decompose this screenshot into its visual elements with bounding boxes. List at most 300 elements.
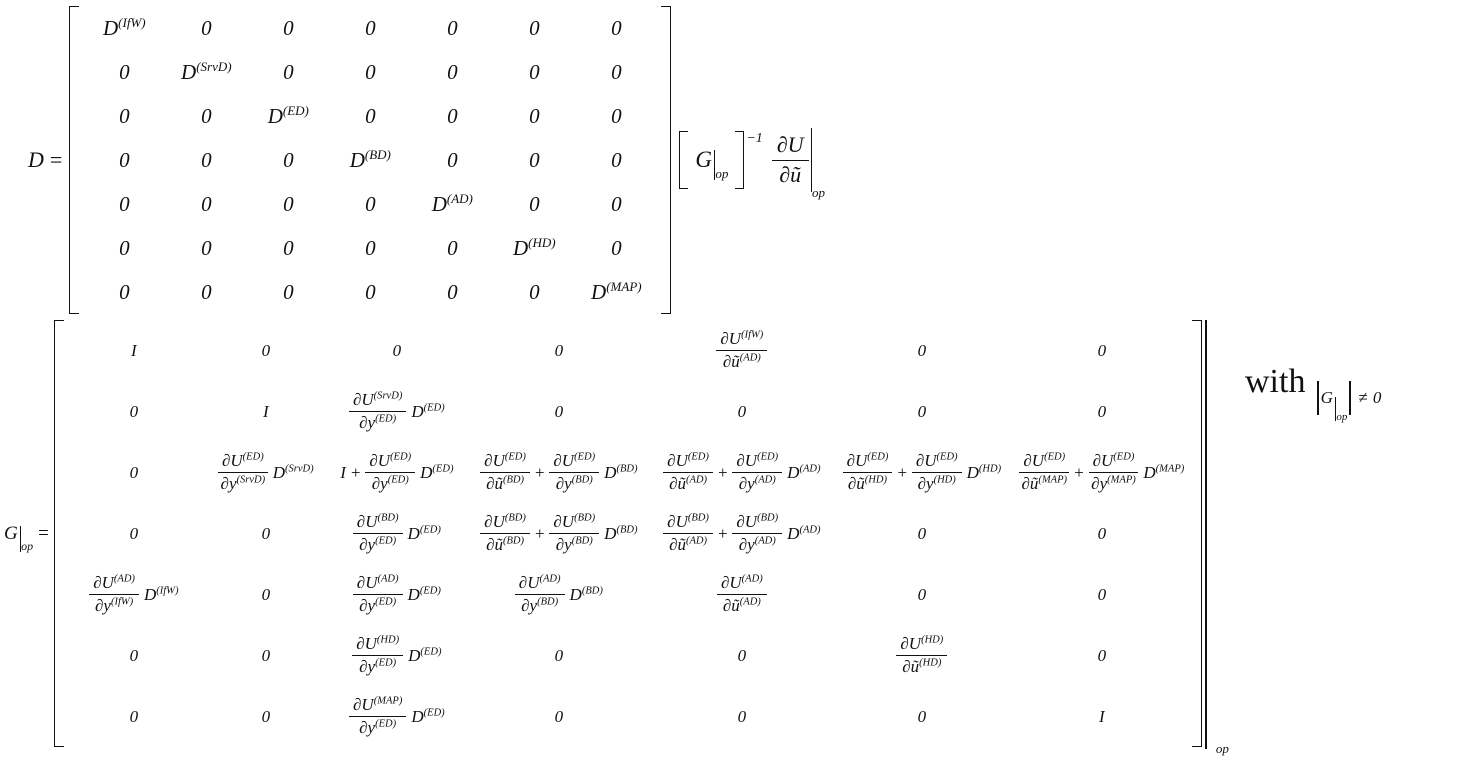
fraction-denominator: $\partial y^{(ED)}$ bbox=[359, 718, 397, 737]
d-matrix-cell-r5c2 bbox=[201, 192, 212, 217]
math-symbol: 0 bbox=[201, 235, 212, 260]
math-superscript: (AD) bbox=[539, 573, 561, 585]
math-symbol: 0 bbox=[365, 191, 376, 216]
math-superscript: (IfW) bbox=[741, 329, 764, 341]
d-matrix-cell-r1c3 bbox=[283, 16, 294, 41]
g-symbol: G bbox=[695, 147, 712, 172]
math-superscript: (HD) bbox=[528, 234, 556, 250]
math-superscript: (BD) bbox=[571, 474, 593, 486]
d-matrix-cell-r2c4 bbox=[365, 60, 376, 85]
d-matrix-cell-r5c4 bbox=[365, 192, 376, 217]
g-matrix-cell-r5c5 bbox=[717, 573, 767, 616]
math-operator: + bbox=[896, 462, 908, 482]
d-matrix-cell-r7c3 bbox=[283, 280, 294, 305]
d-matrix-cell-r4c2 bbox=[201, 148, 212, 173]
g-matrix-cell-r5c4 bbox=[515, 573, 603, 616]
math-symbol: 0 bbox=[529, 103, 540, 128]
math-superscript: (BD) bbox=[502, 474, 525, 486]
fraction-denominator: $\partial y^{(SrvD)}$ bbox=[220, 474, 266, 493]
fraction-denominator: $\partial ũ^{(AD)}$ bbox=[722, 596, 761, 615]
g-matrix-cell-r1c1 bbox=[131, 341, 137, 361]
g-symbol: G bbox=[4, 522, 18, 544]
math-fraction bbox=[365, 451, 415, 494]
g-matrix-cell-r3c7 bbox=[1019, 451, 1184, 494]
g-matrix-cell-r4c2 bbox=[262, 524, 271, 544]
math-superscript: (BD) bbox=[377, 512, 399, 524]
fraction-numerator: $\partial U^{(ED)}$ bbox=[218, 451, 268, 473]
fraction-numerator: $\partial U^{(ED)}$ bbox=[732, 451, 782, 473]
math-symbol: 0 bbox=[201, 15, 212, 40]
g-matrix-cell-r7c4 bbox=[555, 707, 564, 727]
math-superscript: (ED) bbox=[687, 451, 709, 463]
math-d-term: $D^{(AD)}$ bbox=[431, 190, 473, 216]
math-fraction bbox=[515, 573, 565, 616]
math-d-term: $D^{(AD)}$ bbox=[787, 462, 821, 482]
math-fraction bbox=[480, 451, 530, 494]
d-matrix-cell-r7c2 bbox=[201, 280, 212, 305]
g-matrix-cell-r7c7 bbox=[1099, 707, 1105, 727]
math-superscript: (AD) bbox=[685, 535, 708, 547]
math-symbol: I bbox=[131, 340, 137, 360]
math-superscript: (ED) bbox=[423, 706, 445, 718]
d-matrix-cell-r4c1 bbox=[119, 148, 130, 173]
math-superscript: (ED) bbox=[387, 474, 409, 486]
math-symbol: 0 bbox=[365, 235, 376, 260]
fraction-numerator: $\partial U^{(ED)}$ bbox=[549, 451, 599, 473]
d-matrix-cell-r4c4 bbox=[350, 148, 391, 173]
math-symbol: 0 bbox=[554, 401, 564, 421]
g-matrix-cell-r7c6 bbox=[918, 707, 927, 727]
g-matrix-cell-r1c5 bbox=[716, 329, 767, 372]
math-symbol: 0 bbox=[737, 706, 747, 726]
math-superscript: (ED) bbox=[867, 451, 889, 463]
math-symbol: 0 bbox=[129, 401, 139, 421]
square-bracket-right bbox=[735, 131, 744, 189]
eval-bar-op bbox=[811, 128, 825, 200]
fraction-numerator: $\partial U^{(BD)}$ bbox=[732, 512, 782, 534]
math-symbol: 0 bbox=[261, 523, 271, 543]
d-matrix-cell-r3c5 bbox=[447, 104, 458, 129]
equation-g bbox=[4, 320, 1229, 756]
math-d-term: $D^{(IfW)}$ bbox=[102, 14, 146, 40]
g-matrix-cell-r4c3 bbox=[353, 512, 441, 555]
d-matrix-cell-r5c7 bbox=[611, 192, 622, 217]
math-symbol: 0 bbox=[447, 103, 458, 128]
math-fraction bbox=[1089, 451, 1139, 494]
math-superscript: (MAP) bbox=[1107, 474, 1136, 486]
fraction-denominator: $\partial y^{(AD)}$ bbox=[738, 535, 776, 554]
fraction-numerator: $\partial U^{(ED)}$ bbox=[480, 451, 530, 473]
fraction-denominator: $\partial y^{(BD)}$ bbox=[555, 474, 593, 493]
math-superscript: (BD) bbox=[616, 523, 638, 535]
math-superscript: (AD) bbox=[799, 523, 821, 535]
fraction-numerator: $\partial U^{(ED)}$ bbox=[1019, 451, 1069, 473]
math-superscript: (AD) bbox=[377, 573, 399, 585]
g-matrix-cell-r4c7 bbox=[1098, 524, 1107, 544]
equation-d bbox=[28, 6, 825, 314]
op-subscript: op bbox=[1336, 411, 1348, 423]
fraction-denominator: $\partial ũ^{(MAP)}$ bbox=[1021, 474, 1068, 493]
op-subscript: op bbox=[811, 185, 825, 200]
math-fraction bbox=[480, 512, 530, 555]
partial-fraction bbox=[772, 132, 809, 189]
d-matrix-cell-r5c3 bbox=[283, 192, 294, 217]
math-symbol: 0 bbox=[611, 147, 622, 172]
math-symbol: 0 bbox=[554, 706, 564, 726]
g-matrix-cell-r5c7 bbox=[1098, 585, 1107, 605]
d-matrix-cell-r2c3 bbox=[283, 60, 294, 85]
d-matrix-cell-r2c7 bbox=[611, 60, 622, 85]
math-symbol: 0 bbox=[529, 15, 540, 40]
g-lhs bbox=[4, 521, 49, 553]
math-d-term: $D^{(AD)}$ bbox=[787, 523, 821, 543]
op-subscript: op bbox=[715, 165, 729, 181]
math-superscript: (ED) bbox=[419, 584, 441, 596]
with-word: with bbox=[1245, 363, 1306, 400]
math-symbol: 0 bbox=[283, 147, 294, 172]
fraction-denominator: $\partial y^{(ED)}$ bbox=[359, 413, 397, 432]
d-matrix-cell-r1c6 bbox=[529, 16, 540, 41]
fraction-denominator: $\partial y^{(ED)}$ bbox=[359, 535, 397, 554]
g-matrix-cell-r5c1 bbox=[89, 573, 178, 616]
g-matrix-cell-r6c3 bbox=[352, 634, 441, 677]
d-lhs bbox=[28, 147, 62, 173]
g-matrix-cell-r6c7 bbox=[1098, 646, 1107, 666]
math-symbol: 0 bbox=[917, 523, 927, 543]
math-symbol: 0 bbox=[119, 147, 130, 172]
math-symbol: 0 bbox=[529, 59, 540, 84]
d-matrix-cell-r6c2 bbox=[201, 236, 212, 261]
fraction-numerator: ∂U bbox=[772, 132, 809, 161]
math-symbol: 0 bbox=[529, 147, 540, 172]
d-matrix-cell-r7c1 bbox=[119, 280, 130, 305]
math-symbol: 0 bbox=[611, 235, 622, 260]
fraction-denominator: $\partial y^{(ED)}$ bbox=[359, 596, 397, 615]
d-matrix-cell-r3c4 bbox=[365, 104, 376, 129]
fraction-numerator: $\partial U^{(ED)}$ bbox=[1089, 451, 1139, 473]
g-matrix-cell-r2c6 bbox=[918, 402, 927, 422]
math-superscript: (ED) bbox=[757, 451, 779, 463]
fraction-denominator: ∂ũ bbox=[779, 162, 802, 187]
math-superscript: (BD) bbox=[504, 512, 526, 524]
math-symbol: 0 bbox=[917, 401, 927, 421]
math-symbol: 0 bbox=[447, 59, 458, 84]
math-symbol: 0 bbox=[917, 706, 927, 726]
math-symbol: 0 bbox=[917, 340, 927, 360]
math-d-term: $D^{(ED)}$ bbox=[407, 523, 441, 543]
math-fraction bbox=[353, 512, 403, 555]
math-superscript: (BD) bbox=[616, 462, 638, 474]
math-symbol: 0 bbox=[283, 15, 294, 40]
math-symbol: I bbox=[340, 462, 346, 482]
math-symbol: 0 bbox=[129, 645, 139, 665]
math-symbol: 0 bbox=[447, 279, 458, 304]
fraction-numerator: $\partial U^{(BD)}$ bbox=[663, 512, 713, 534]
determinant-expression bbox=[1317, 381, 1382, 423]
matrix-right-bracket bbox=[661, 6, 671, 314]
fraction-denominator: $\partial ũ^{(AD)}$ bbox=[669, 474, 708, 493]
g-matrix-cell-r7c2 bbox=[262, 707, 271, 727]
d-matrix-cell-r1c2 bbox=[201, 16, 212, 41]
math-symbol: 0 bbox=[554, 340, 564, 360]
d-symbol: D bbox=[28, 147, 44, 172]
g-matrix-cell-r2c2 bbox=[263, 402, 269, 422]
math-superscript: (AD) bbox=[685, 474, 708, 486]
math-superscript: (AD) bbox=[741, 573, 763, 585]
math-symbol: 0 bbox=[119, 59, 130, 84]
fraction-denominator: $\partial ũ^{(AD)}$ bbox=[669, 535, 708, 554]
math-fraction bbox=[89, 573, 139, 616]
math-symbol: 0 bbox=[611, 59, 622, 84]
math-symbol: I bbox=[263, 401, 269, 421]
math-symbol: 0 bbox=[737, 401, 747, 421]
math-symbol: 0 bbox=[283, 191, 294, 216]
math-d-term: $D^{(BD)}$ bbox=[569, 584, 603, 604]
math-superscript: (IfW) bbox=[110, 596, 134, 608]
d-matrix-cell-r1c1 bbox=[103, 16, 146, 41]
math-fraction bbox=[717, 573, 767, 616]
math-superscript: (BD) bbox=[502, 535, 525, 547]
math-superscript: (SrvD) bbox=[236, 474, 266, 486]
math-symbol: 0 bbox=[737, 645, 747, 665]
math-symbol: 0 bbox=[261, 584, 271, 604]
d-matrix-cell-r5c6 bbox=[529, 192, 540, 217]
g-matrix-grid bbox=[64, 320, 1192, 747]
g-matrix-cell-r1c2 bbox=[262, 341, 271, 361]
math-fraction bbox=[549, 451, 599, 494]
fraction-numerator: $\partial U^{(MAP)}$ bbox=[349, 695, 406, 717]
math-superscript: (AD) bbox=[754, 474, 776, 486]
math-symbol: 0 bbox=[129, 523, 139, 543]
math-fraction bbox=[663, 512, 713, 555]
d-matrix-cell-r7c5 bbox=[447, 280, 458, 305]
math-superscript: (ED) bbox=[1044, 451, 1066, 463]
d-matrix-cell-r4c5 bbox=[447, 148, 458, 173]
math-superscript: (ED) bbox=[574, 451, 596, 463]
math-operator: + bbox=[533, 462, 546, 482]
math-d-term: $D^{(MAP)}$ bbox=[1143, 462, 1185, 482]
math-superscript: (ED) bbox=[504, 451, 526, 463]
g-matrix-cell-r3c5 bbox=[663, 451, 820, 494]
fraction-denominator: $\partial ũ^{(HD)}$ bbox=[902, 657, 942, 676]
d-matrix-cell-r4c3 bbox=[283, 148, 294, 173]
fraction-numerator: $\partial U^{(ED)}$ bbox=[843, 451, 893, 473]
g-matrix-cell-r1c4 bbox=[555, 341, 564, 361]
math-superscript: (IfW) bbox=[118, 14, 146, 30]
math-fraction bbox=[218, 451, 268, 494]
g-matrix-cell-r6c6 bbox=[896, 634, 947, 677]
math-superscript: (SrvD) bbox=[373, 390, 403, 402]
math-fraction bbox=[663, 451, 713, 494]
fraction-numerator: $\partial U^{(AD)}$ bbox=[89, 573, 139, 595]
math-d-term: $D^{(ED)}$ bbox=[408, 645, 442, 665]
zero-symbol: 0 bbox=[1372, 388, 1382, 407]
fraction-numerator: $\partial U^{(SrvD)}$ bbox=[349, 390, 406, 412]
math-symbol: 0 bbox=[1097, 584, 1107, 604]
fraction-numerator: $\partial U^{(AD)}$ bbox=[515, 573, 565, 595]
math-fraction bbox=[716, 329, 767, 372]
math-superscript: (HD) bbox=[933, 474, 956, 486]
math-superscript: (ED) bbox=[390, 451, 412, 463]
math-d-term: $D^{(ED)}$ bbox=[420, 462, 454, 482]
math-symbol: 0 bbox=[201, 191, 212, 216]
g-matrix-cell-r5c3 bbox=[353, 573, 441, 616]
math-symbol: 0 bbox=[447, 15, 458, 40]
math-superscript: (BD) bbox=[364, 146, 391, 162]
math-d-term: $D^{(BD)}$ bbox=[349, 146, 391, 172]
d-matrix-cell-r6c1 bbox=[119, 236, 130, 261]
d-matrix-cell-r6c6 bbox=[513, 236, 556, 261]
math-symbol: 0 bbox=[917, 584, 927, 604]
math-superscript: (AD) bbox=[739, 352, 761, 364]
math-symbol: 0 bbox=[201, 103, 212, 128]
d-matrix-cell-r1c4 bbox=[365, 16, 376, 41]
fraction-numerator: $\partial U^{(HD)}$ bbox=[352, 634, 403, 656]
g-matrix-cell-r5c6 bbox=[918, 585, 927, 605]
math-fraction bbox=[352, 634, 403, 677]
math-symbol: 0 bbox=[611, 191, 622, 216]
math-superscript: (HD) bbox=[921, 634, 944, 646]
math-symbol: 0 bbox=[119, 103, 130, 128]
d-matrix-cell-r2c1 bbox=[119, 60, 130, 85]
abs-bar-left bbox=[1317, 381, 1318, 415]
determinant-condition bbox=[1245, 363, 1382, 423]
math-fraction bbox=[896, 634, 947, 677]
math-superscript: (ED) bbox=[375, 657, 397, 669]
math-symbol: 0 bbox=[529, 191, 540, 216]
math-superscript: (ED) bbox=[375, 535, 397, 547]
math-superscript: (ED) bbox=[432, 462, 454, 474]
d-matrix-cell-r3c6 bbox=[529, 104, 540, 129]
math-superscript: (HD) bbox=[376, 634, 400, 646]
math-superscript: (AD) bbox=[754, 535, 776, 547]
math-d-term: $D^{(ED)}$ bbox=[411, 706, 445, 726]
g-matrix-cell-r6c4 bbox=[555, 646, 564, 666]
math-superscript: (BD) bbox=[537, 596, 559, 608]
g-matrix-cell-r6c1 bbox=[130, 646, 139, 666]
op-subscript: op bbox=[1215, 741, 1229, 756]
math-d-term: $D^{(MAP)}$ bbox=[591, 278, 642, 304]
abs-bar-right bbox=[1349, 381, 1350, 415]
math-symbol: 0 bbox=[447, 147, 458, 172]
eval-bar bbox=[1205, 320, 1206, 749]
g-matrix-cell-r2c7 bbox=[1098, 402, 1107, 422]
g-matrix-cell-r3c3 bbox=[340, 451, 453, 494]
d-matrix-cell-r5c1 bbox=[119, 192, 130, 217]
math-fraction bbox=[732, 451, 782, 494]
math-operator: + bbox=[716, 462, 729, 482]
math-symbol: 0 bbox=[365, 279, 376, 304]
math-superscript: (ED) bbox=[420, 645, 442, 657]
fraction-numerator: $\partial U^{(ED)}$ bbox=[912, 451, 962, 473]
math-symbol: 0 bbox=[365, 15, 376, 40]
square-bracket-left bbox=[679, 131, 688, 189]
math-symbol: 0 bbox=[201, 279, 212, 304]
eval-bar-op bbox=[1335, 391, 1347, 421]
fraction-denominator: $\partial y^{(BD)}$ bbox=[555, 535, 593, 554]
fraction-denominator: $\partial y^{(AD)}$ bbox=[738, 474, 776, 493]
math-superscript: (BD) bbox=[581, 584, 603, 596]
math-superscript: (AD) bbox=[799, 462, 821, 474]
math-symbol: 0 bbox=[119, 235, 130, 260]
math-symbol: 0 bbox=[611, 15, 622, 40]
math-d-term: $D^{(IfW)}$ bbox=[143, 584, 179, 604]
math-d-term: $D^{(SrvD)}$ bbox=[181, 58, 232, 84]
d-matrix-cell-r4c6 bbox=[529, 148, 540, 173]
math-symbol: 0 bbox=[283, 59, 294, 84]
math-superscript: (MAP) bbox=[606, 278, 642, 294]
math-superscript: (SrvD) bbox=[196, 58, 232, 74]
g-matrix-cell-r6c5 bbox=[738, 646, 747, 666]
math-superscript: (AD) bbox=[113, 573, 135, 585]
g-matrix-cell-r3c4 bbox=[480, 451, 637, 494]
math-d-term: $D^{(BD)}$ bbox=[604, 462, 638, 482]
d-matrix-cell-r7c4 bbox=[365, 280, 376, 305]
d-matrix-grid bbox=[79, 6, 661, 314]
fraction-denominator: $\partial y^{(HD)}$ bbox=[917, 474, 956, 493]
math-superscript: (ED) bbox=[936, 451, 958, 463]
d-matrix-cell-r1c7 bbox=[611, 16, 622, 41]
matrix-right-bracket bbox=[1192, 320, 1202, 747]
g-matrix-cell-r7c5 bbox=[738, 707, 747, 727]
math-symbol: 0 bbox=[1097, 645, 1107, 665]
math-d-term: $D^{(SrvD)}$ bbox=[272, 462, 314, 482]
math-symbol: 0 bbox=[119, 191, 130, 216]
math-symbol: 0 bbox=[201, 147, 212, 172]
math-superscript: (ED) bbox=[375, 596, 397, 608]
math-superscript: (BD) bbox=[574, 512, 596, 524]
math-superscript: (ED) bbox=[375, 718, 397, 730]
math-symbol: 0 bbox=[261, 645, 271, 665]
d-matrix-cell-r3c1 bbox=[119, 104, 130, 129]
g-matrix-cell-r3c2 bbox=[218, 451, 314, 494]
math-fraction bbox=[1019, 451, 1069, 494]
g-matrix-cell-r6c2 bbox=[262, 646, 271, 666]
math-symbol: 0 bbox=[447, 235, 458, 260]
g-matrix-cell-r4c4 bbox=[480, 512, 637, 555]
g-matrix-cell-r7c3 bbox=[349, 695, 445, 738]
fraction-numerator: $\partial U^{(BD)}$ bbox=[353, 512, 403, 534]
math-superscript: (ED) bbox=[423, 401, 445, 413]
g-symbol: G bbox=[1320, 388, 1333, 407]
g-matrix-cell-r3c6 bbox=[843, 451, 1002, 494]
not-equal-sign: ≠ bbox=[1358, 388, 1368, 407]
math-superscript: (ED) bbox=[1113, 451, 1135, 463]
math-symbol: 0 bbox=[554, 645, 564, 665]
g-matrix-cell-r2c5 bbox=[738, 402, 747, 422]
math-symbol: 0 bbox=[365, 103, 376, 128]
fraction-numerator: $\partial U^{(IfW)}$ bbox=[716, 329, 767, 351]
g-matrix-cell-r7c1 bbox=[130, 707, 139, 727]
math-superscript: (SrvD) bbox=[285, 462, 314, 474]
math-symbol: 0 bbox=[392, 340, 402, 360]
fraction-numerator: $\partial U^{(BD)}$ bbox=[549, 512, 599, 534]
d-matrix-cell-r2c6 bbox=[529, 60, 540, 85]
math-symbol: 0 bbox=[119, 279, 130, 304]
math-superscript: (AD) bbox=[446, 190, 473, 206]
math-superscript: (MAP) bbox=[1038, 474, 1068, 486]
d-matrix bbox=[69, 6, 671, 314]
math-fraction bbox=[843, 451, 893, 494]
math-symbol: 0 bbox=[611, 103, 622, 128]
d-matrix-cell-r3c7 bbox=[611, 104, 622, 129]
math-symbol: 0 bbox=[529, 279, 540, 304]
d-matrix-cell-r7c6 bbox=[529, 280, 540, 305]
math-symbol: 0 bbox=[261, 706, 271, 726]
eval-bar bbox=[811, 128, 812, 192]
d-matrix-cell-r4c7 bbox=[611, 148, 622, 173]
fraction-numerator: $\partial U^{(AD)}$ bbox=[717, 573, 767, 595]
